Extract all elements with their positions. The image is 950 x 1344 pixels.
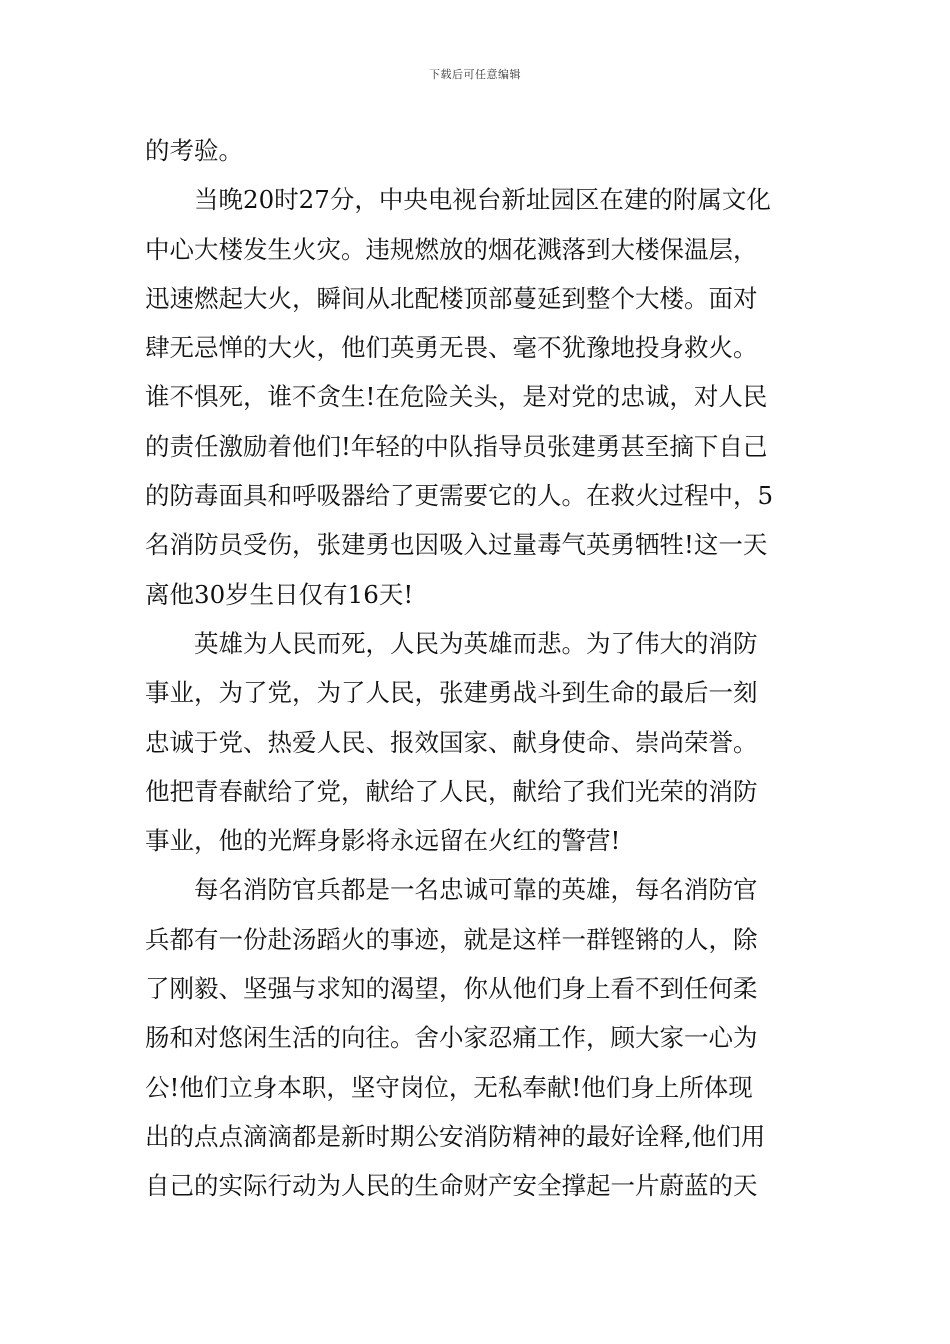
page-header: 下载后可任意编辑 [429,68,521,81]
text-line: 名消防员受伤，张建勇也因吸入过量毒气英勇牺牲!这一天 [145,530,768,560]
text-line: 事业，他的光辉身影将永远留在火红的警营! [145,826,621,856]
text-line: 的考验。 [145,136,243,165]
text-line: 谁不惧死，谁不贪生!在危险关头，是对党的忠诚，对人民 [145,382,768,412]
text-line: 他把青春献给了党，献给了人民，献给了我们光荣的消防 [145,776,758,806]
text-line: 迅速燃起大火，瞬间从北配楼顶部蔓延到整个大楼。面对 [145,283,758,313]
document-body [145,126,809,1211]
text-line: 的责任激励着他们!年轻的中队指导员张建勇甚至摘下自己 [145,431,768,461]
text-line: 英雄为人民而死，人民为英雄而悲。为了伟大的消防 [194,628,758,658]
text-line: 每名消防官兵都是一名忠诚可靠的英雄，每名消防官 [194,875,758,905]
text-line: 当晚20时27分，中央电视台新址园区在建的附属文化 [194,185,771,215]
text-line: 出的点点滴滴都是新时期公安消防精神的最好诠释,他们用 [145,1121,766,1151]
text-line: 兵都有一份赴汤蹈火的事迹，就是这样一群铿锵的人，除 [145,924,758,954]
text-line: 公!他们立身本职，坚守岗位，无私奉献!他们身上所体现 [145,1072,753,1102]
text-line: 肆无忌惮的大火，他们英勇无畏、毫不犹豫地投身救火。 [145,333,758,363]
text-line: 忠诚于党、热爱人民、报效国家、献身使命、崇尚荣誉。 [145,727,758,757]
text-line: 事业，为了党，为了人民，张建勇战斗到生命的最后一刻 [145,678,758,708]
text-line: 了刚毅、坚强与求知的渴望，你从他们身上看不到任何柔 [145,974,758,1004]
text-line: 自己的实际行动为人民的生命财产安全撑起一片蔚蓝的天 [145,1171,758,1201]
text-line: 离他30岁生日仅有16天! [145,579,414,609]
text-line: 肠和对悠闲生活的向往。舍小家忍痛工作，顾大家一心为 [145,1023,758,1053]
text-line: 的防毒面具和呼吸器给了更需要它的人。在救火过程中，5 [145,481,774,511]
text-line: 中心大楼发生火灾。违规燃放的烟花溅落到大楼保温层， [145,234,758,264]
